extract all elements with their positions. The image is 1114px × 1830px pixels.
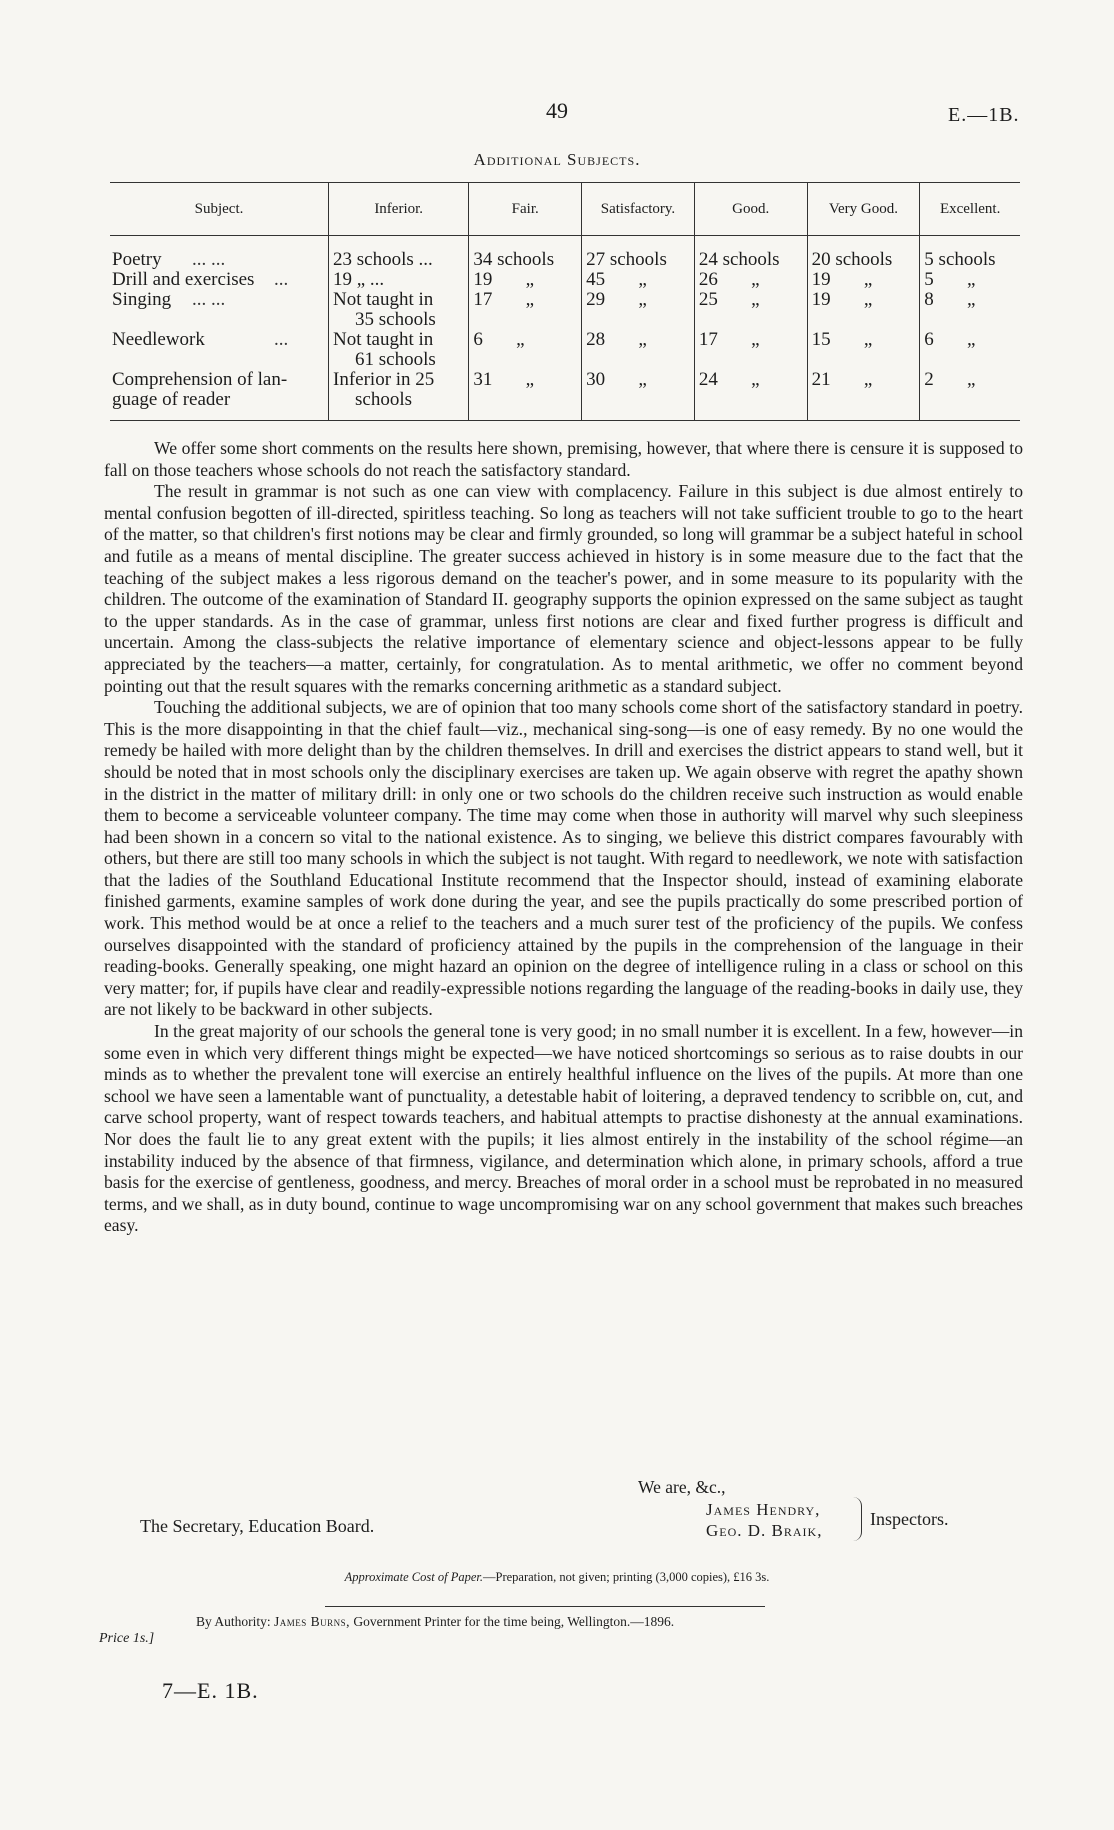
rating-cell: 6 „ (469, 330, 582, 370)
leader-dots: ... ... (192, 289, 226, 310)
signatory-name: Geo. D. Braik, (706, 1521, 823, 1540)
inferior-cell (329, 290, 469, 330)
rating-cell: 19 „ (469, 270, 582, 290)
cell-text: 19 „ ... (333, 269, 385, 290)
rating-cell: 15 „ (807, 330, 920, 370)
cell-text: 61 schools (355, 349, 436, 370)
column-header: Excellent. (920, 183, 1020, 236)
subject-name: Singing (112, 289, 172, 310)
paragraph: The result in grammar is not such as one can view with complacency. Failure in this subject is due almost entirely to mental confusion begotten of ill-directed, spiritless teaching. So long as teachers will not take sufficient trouble to go to the heart of the matter, so that children's first notions may be clear and firmly grounded, so long will grammar be a subject hateful in school and futile as a means of mental discipline. The greater success achieved in history is in some measure due to the fact that the teaching of the subject makes a less rigorous demand on the teacher's power, and in some measure to its popularity with the children. The outcome of the examination of Standard II. geography supports the opinion expressed on the same subject as taught to the upper standards. As in the case of grammar, unless first notions are clear and fixed further progress is difficult and uncertain. Among the class-subjects the relative importance of elementary science and object-lessons appear to be fully appreciated by the teachers—a matter, certainly, for congratulation. As to mental arithmetic, we offer no comment beyond pointing out that the result squares with the remarks concerning arithmetic as a standard subject. (104, 481, 1023, 696)
rating-cell: 19 „ (807, 290, 920, 330)
subject-name: Drill and exercises (112, 269, 255, 290)
rating-cell: 26 „ (694, 270, 807, 290)
inferior-cell (329, 270, 469, 290)
rating-cell: 19 „ (807, 270, 920, 290)
cost-text: —Preparation, not given; printing (3,000 copies), £16 3s. (483, 1570, 770, 1584)
rating-cell: 8 „ (920, 290, 1020, 330)
subject-name: guage of reader (112, 389, 231, 410)
table-header-row (110, 183, 1020, 236)
divider (325, 1606, 765, 1607)
inferior-cell (329, 236, 469, 271)
rating-cell: 17 „ (694, 330, 807, 370)
additional-subjects-table (110, 182, 1020, 421)
rating-cell: 29 „ (582, 290, 695, 330)
cell-text: 35 schools (355, 309, 436, 330)
rating-cell: 30 „ (582, 370, 695, 421)
subject-name: Comprehension of lan- (112, 369, 288, 390)
rating-cell: 31 „ (469, 370, 582, 421)
subject-name: Poetry (112, 249, 162, 270)
rating-cell: 27 schools (582, 236, 695, 271)
rating-cell: 21 „ (807, 370, 920, 421)
table-body (110, 236, 1020, 421)
rating-cell: 17 „ (469, 290, 582, 330)
printer-name: James Burns, (274, 1614, 351, 1629)
inferior-cell (329, 330, 469, 370)
valediction: We are, &c., (638, 1477, 726, 1497)
column-header: Very Good. (807, 183, 920, 236)
column-header: Fair. (469, 183, 582, 236)
rating-cell: 28 „ (582, 330, 695, 370)
column-header: Subject. (110, 183, 329, 236)
subject-cell (110, 330, 329, 370)
column-header: Satisfactory. (582, 183, 695, 236)
rating-cell: 5 schools (920, 236, 1020, 271)
subject-cell (110, 236, 329, 271)
leader-dots: ... ... (192, 249, 226, 270)
rating-cell: 5 „ (920, 270, 1020, 290)
authority-prefix: By Authority: (196, 1614, 271, 1629)
rating-cell: 25 „ (694, 290, 807, 330)
paragraph: We offer some short comments on the results here shown, premising, however, that where there is censure it is supposed to fall on those teachers whose schools do not reach the satisfactory standard. (104, 438, 1023, 480)
addressee: The Secretary, Education Board. (140, 1516, 375, 1536)
rating-cell: 6 „ (920, 330, 1020, 370)
cost-note (0, 1570, 1114, 1585)
cost-label: Approximate Cost of Paper. (344, 1570, 483, 1584)
paragraph: In the great majority of our schools the general tone is very good; in no small number it is excellent. In a few, however—in some even in which very different things might be expected—we have noticed shortcomings so serious as to raise doubts in our minds as to whether the prevalent tone will exercise an entirely healthful influence on the lives of the pupils. At more than one school we have seen a lamentable want of punctuality, a detestable habit of loitering, a depraved tendency to scribble on, cut, and carve school property, want of respect towards teachers, and habitual attempts to practise dishonesty at the annual examinations. Nor does the fault lie to any great extent with the pupils; it lies almost entirely in the instability of the school régime—an instability induced by the absence of that firmness, vigilance, and determination which alone, in primary schools, afford a true basis for the exercise of gentleness, goodness, and mercy. Breaches of moral order in a school must be reprobated in no measured terms, and we shall, as in duty bound, continue to wage uncompromising war on any school government that makes such breaches easy. (104, 1021, 1023, 1236)
subject-name: Needlework (112, 329, 205, 350)
rating-cell: 34 schools (469, 236, 582, 271)
rating-cell: 45 „ (582, 270, 695, 290)
table-row (110, 370, 1020, 421)
leader-dots: ... (274, 269, 289, 290)
cell-text: Not taught in (333, 329, 434, 350)
signature-brace (853, 1497, 862, 1541)
rating-cell: 20 schools (807, 236, 920, 271)
printer-imprint (196, 1614, 674, 1630)
signatory-role: Inspectors. (870, 1509, 949, 1529)
cell-text: 23 schools ... (333, 249, 433, 270)
table-row (110, 290, 1020, 330)
table-title: Additional Subjects. (473, 150, 641, 169)
table-row (110, 270, 1020, 290)
rating-cell: 2 „ (920, 370, 1020, 421)
column-header: Inferior. (329, 183, 469, 236)
sheet-signature: 7—E. 1B. (162, 1678, 259, 1703)
rating-cell: 24 „ (694, 370, 807, 421)
subject-cell (110, 270, 329, 290)
rating-cell: 24 schools (694, 236, 807, 271)
paragraph: Touching the additional subjects, we are of opinion that too many schools come short of the satisfactory standard in poetry. This is the more disappointing in that the chief fault—viz., mechanical sing-song—is one of easy remedy. By no one would the remedy be hailed with more delight than by the children themselves. In drill and exercises the district appears to stand well, but it should be noted that in most schools only the disciplinary exercises are taken up. We again observe with regret the apathy shown in the district in the matter of military drill: in only one or two schools do the children receive such instruction as would enable them to become a serviceable volunteer company. The time may come when those in authority will marvel why such sleepiness had been shown in a concern so vital to the national existence. As to singing, we believe this district compares favourably with others, but there are still too many schools in which the subject is not taught. With regard to needlework, we note with satisfaction that the ladies of the Southland Educational Institute recommend that the Inspector should, instead of examining elaborate finished garments, examine samples of work done during the year, and see the pupils practically do some prescribed portion of work. This method would be at once a relief to the teachers and a much surer test of the proficiency of the pupils. We confess ourselves disappointed with the standard of proficiency attained by the pupils in the comprehension of the language in their reading-books. Generally speaking, one might hazard an opinion on the degree of intelligence ruling in a class or school on this very matter; for, if pupils have clear and readily-expressible notions regarding the language of the reading-books in daily use, they are not likely to be backward in other subjects. (104, 697, 1023, 1020)
table-row (110, 236, 1020, 271)
cell-text: schools (355, 389, 412, 410)
authority-suffix: Government Printer for the time being, Wellington.—1896. (353, 1614, 675, 1629)
cell-text: Not taught in (333, 289, 434, 310)
table-row (110, 330, 1020, 370)
page-reference: E.—1B. (948, 104, 1020, 126)
subject-cell (110, 370, 329, 421)
report-body (104, 438, 1023, 1237)
page-number: 49 (546, 98, 568, 123)
inferior-cell (329, 370, 469, 421)
price-label: Price 1s.] (99, 1631, 155, 1646)
signatory-name: James Hendry, (706, 1500, 821, 1519)
leader-dots: ... (274, 329, 289, 350)
column-header: Good. (694, 183, 807, 236)
subject-cell (110, 290, 329, 330)
cell-text: Inferior in 25 (333, 369, 435, 390)
